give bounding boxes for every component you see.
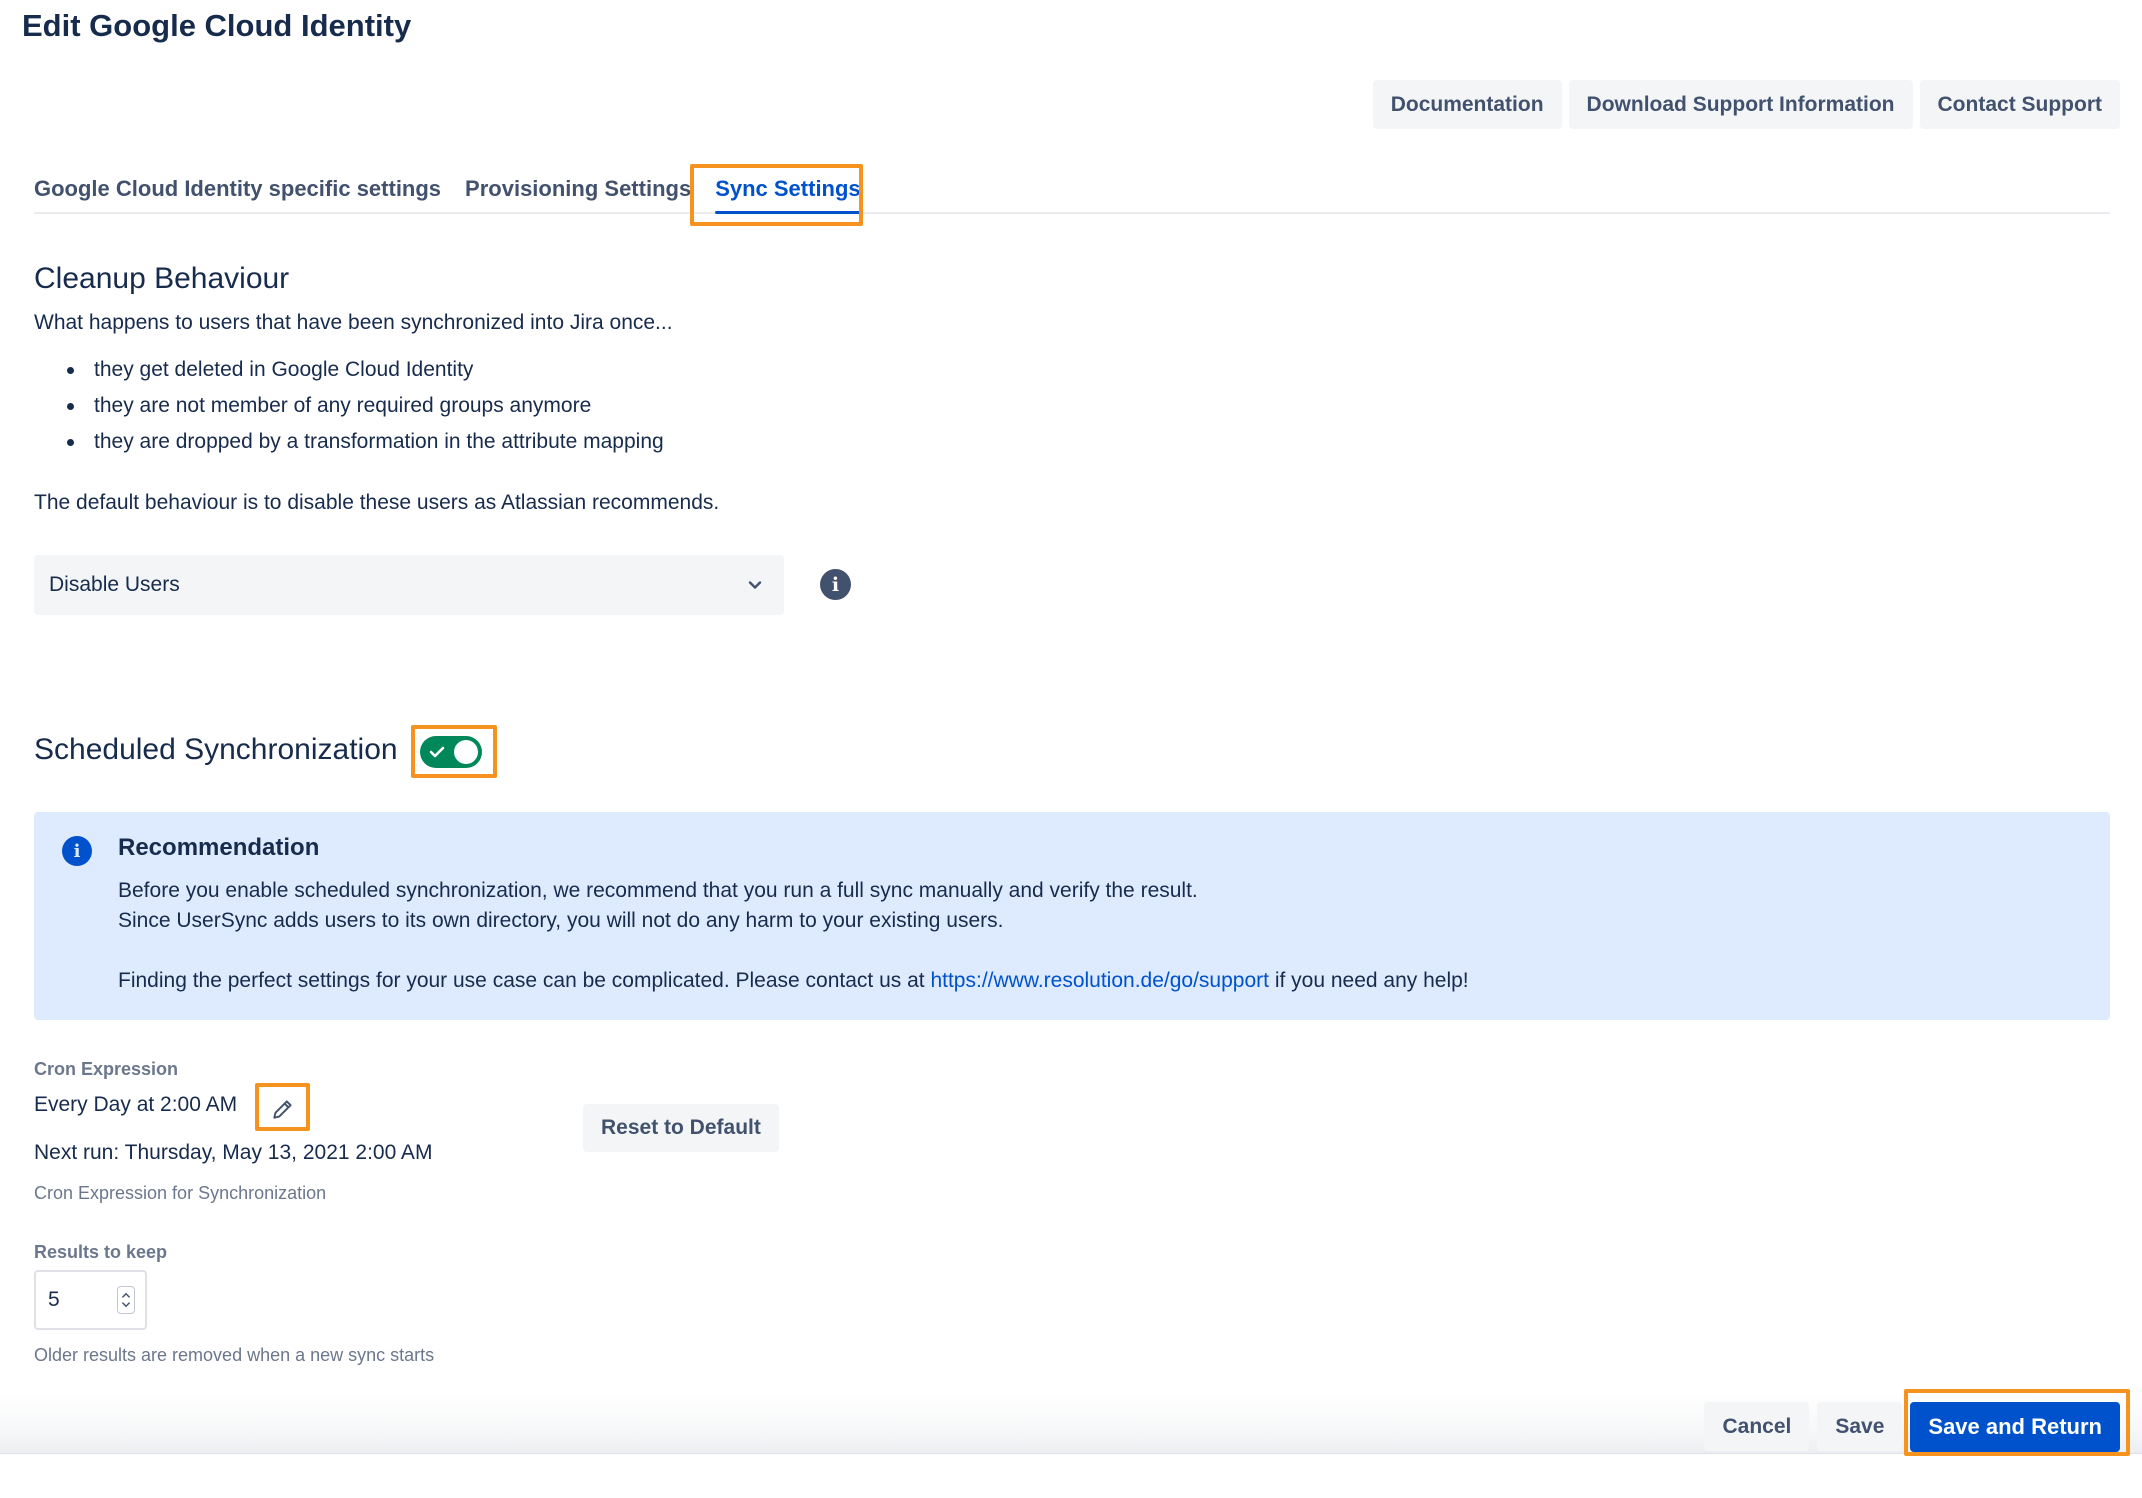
scheduled-sync-title: Scheduled Synchronization — [34, 733, 398, 766]
recommendation-text-after-link: if you need any help! — [1268, 969, 1469, 992]
chevron-down-icon — [746, 576, 764, 594]
select-value: Disable Users — [49, 573, 180, 596]
tab-sync-settings[interactable]: Sync Settings — [715, 160, 860, 212]
results-helper-text: Older results are removed when a new sync starts — [34, 1345, 435, 1365]
recommendation-line-2: Since UserSync adds users to its own directory, you will not do any harm to your existing users. — [118, 909, 1004, 932]
cleanup-behaviour-title: Cleanup Behaviour — [34, 262, 290, 295]
documentation-button[interactable]: Documentation — [1373, 80, 1562, 129]
results-to-keep-value: 5 — [48, 1288, 60, 1311]
reset-to-default-button[interactable]: Reset to Default — [583, 1104, 779, 1152]
support-link[interactable]: https://www.resolution.de/go/support — [930, 969, 1269, 992]
cleanup-intro: What happens to users that have been synchronized into Jira once... — [34, 311, 673, 334]
header-actions — [1373, 80, 2120, 129]
cleanup-behaviour-select[interactable] — [34, 555, 784, 615]
cleanup-bullet-list — [64, 355, 664, 463]
tab-provisioning-settings[interactable]: Provisioning Settings — [465, 176, 692, 201]
cleanup-default-note: The default behaviour is to disable these users as Atlassian recommends. — [34, 491, 720, 514]
list-item: they are not member of any required groups anymore — [64, 391, 664, 427]
recommendation-banner — [34, 812, 2110, 1020]
settings-tabs — [34, 160, 2110, 214]
cancel-button[interactable]: Cancel — [1704, 1402, 1809, 1451]
contact-support-button[interactable]: Contact Support — [1920, 80, 2120, 129]
footer-actions — [1704, 1402, 2120, 1452]
cron-expression-value: Every Day at 2:00 AM — [34, 1093, 238, 1116]
recommendation-title: Recommendation — [118, 834, 320, 861]
list-item: they are dropped by a transformation in the attribute mapping — [64, 427, 664, 463]
recommendation-line-3 — [118, 969, 1469, 993]
info-icon[interactable]: i — [820, 569, 851, 600]
stepper-arrows-icon[interactable] — [117, 1286, 135, 1314]
cron-expression-label: Cron Expression — [34, 1059, 179, 1079]
info-icon: i — [62, 836, 92, 866]
download-support-info-button[interactable]: Download Support Information — [1569, 80, 1913, 129]
tab-google-cloud-identity-settings[interactable]: Google Cloud Identity specific settings — [34, 176, 442, 201]
save-button[interactable]: Save — [1817, 1402, 1902, 1451]
scheduled-sync-toggle[interactable] — [420, 736, 482, 768]
results-to-keep-label: Results to keep — [34, 1242, 168, 1262]
save-and-return-button[interactable]: Save and Return — [1910, 1402, 2120, 1452]
cron-helper-text: Cron Expression for Synchronization — [34, 1183, 327, 1203]
pencil-icon — [270, 1096, 296, 1122]
recommendation-line-1: Before you enable scheduled synchronization, we recommend that you run a full sync manually and verify the result. — [118, 879, 1198, 902]
recommendation-text-before-link: Finding the perfect settings for your use case can be complicated. Please contact us at — [118, 969, 931, 992]
toggle-knob — [454, 740, 478, 764]
page-title: Edit Google Cloud Identity — [22, 8, 412, 43]
checkmark-icon — [429, 744, 445, 760]
results-to-keep-input[interactable] — [34, 1270, 147, 1330]
cron-next-run: Next run: Thursday, May 13, 2021 2:00 AM — [34, 1141, 433, 1164]
list-item: they get deleted in Google Cloud Identity — [64, 355, 664, 391]
edit-cron-button[interactable] — [262, 1090, 304, 1128]
